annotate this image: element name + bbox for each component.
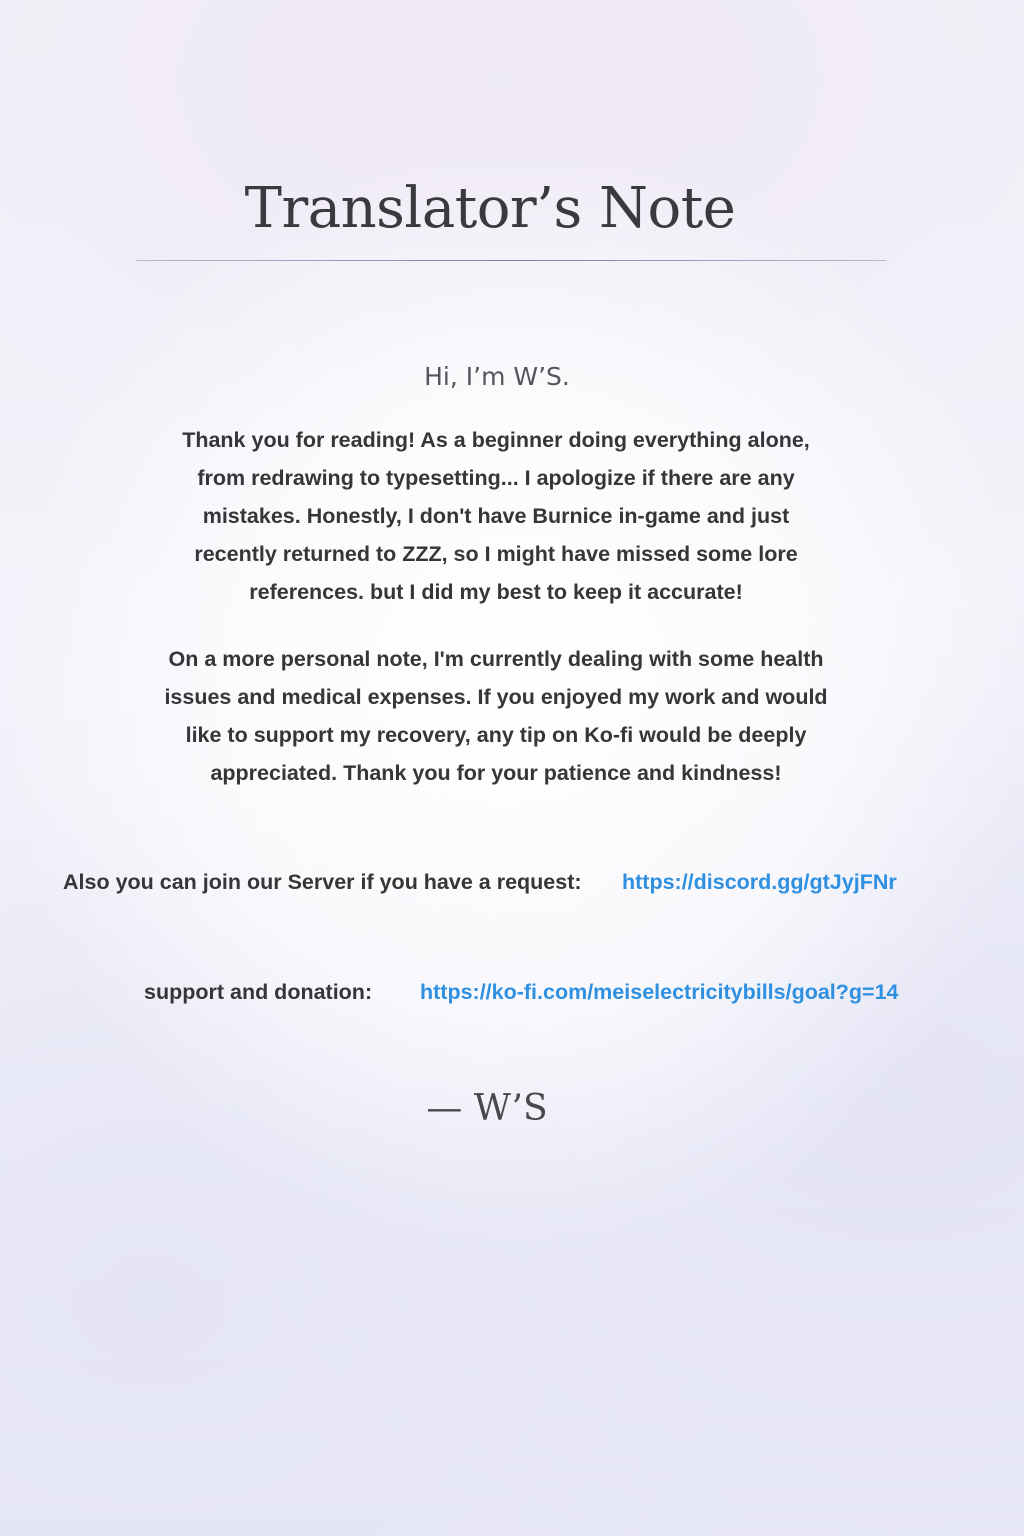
paragraph-personal-note: On a more personal note, I'm currently dealing with some health issues and medical expenses. If you enjoyed my work and would like to support my recovery, any tip on Ko-fi would be deeply appreciated. Thank you for your patience and kindness! (164, 647, 828, 785)
signature: — W’S (426, 1088, 548, 1129)
discord-label: Also you can join our Server if you have a request: (63, 870, 582, 894)
greeting: Hi, I’m W’S. (424, 362, 570, 391)
discord-link[interactable]: https://discord.gg/gtJyjFNr (622, 870, 897, 894)
kofi-link[interactable]: https://ko-fi.com/meiselectricitybills/goal?g=14 (420, 980, 899, 1004)
title-divider (136, 260, 886, 261)
paragraph-thanks: Thank you for reading! As a beginner doing everything alone, from redrawing to typesetting... I apologize if there are any mistakes. Honestly, I don't have Burnice in-game and just recently returned to ZZZ, so I might have missed some lore references. but I did my best to keep it accurate! (182, 428, 810, 604)
page-title: Translator’s Note (244, 176, 736, 241)
kofi-label: support and donation: (144, 980, 373, 1004)
